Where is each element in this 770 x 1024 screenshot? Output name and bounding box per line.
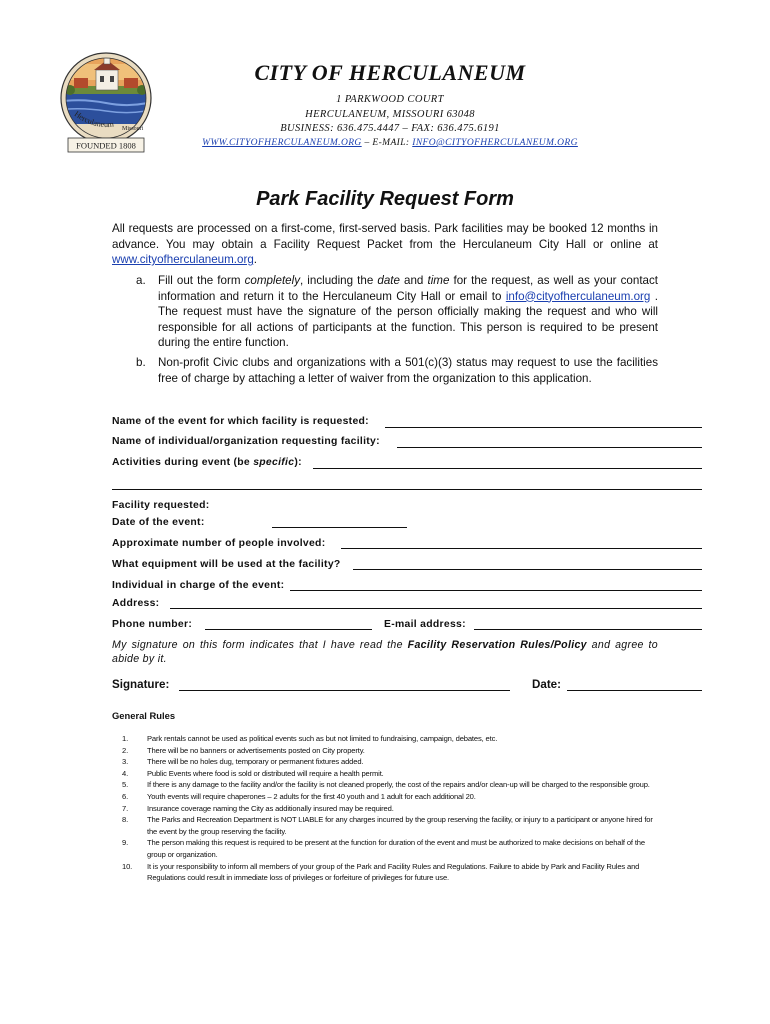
signature-statement: [112, 638, 658, 666]
rule-number: 5.: [122, 780, 129, 790]
event-name-label: Name of the event for which facility is requested:: [112, 416, 369, 427]
activities-label: [112, 457, 302, 468]
text-run: and: [399, 274, 428, 287]
text-run: ):: [294, 457, 302, 468]
seal-arc-text: Herculaneum: [72, 109, 115, 130]
email-address-label: E-mail address:: [384, 619, 466, 630]
text-run: . The request must have the signature of the person officially making the request and who will responsible for all actions of participants at the function. This person is required to be present during the entire function.: [158, 289, 658, 349]
seal-side-text: Missouri: [122, 126, 144, 132]
phone-line[interactable]: [205, 629, 372, 630]
signature-label: Signature:: [112, 678, 170, 691]
rule-item: [112, 861, 660, 884]
rule-item: [112, 756, 660, 768]
rule-item: [112, 733, 660, 745]
rule-text: The Parks and Recreation Department is NOT LIABLE for any charges incurred by the group reserving the facility, or injury to a participant or anyone hired for the event by the group reserving the facility.: [147, 815, 653, 836]
form-title: Park Facility Request Form: [256, 188, 514, 210]
rule-text: Public Events where food is sold or distributed will require a health permit.: [147, 768, 384, 778]
text-run: , including the: [300, 274, 378, 287]
equipment-label: What equipment will be used at the facility?: [112, 559, 341, 570]
rule-item: [112, 803, 660, 815]
rule-text: Youth events will require chaperones – 2 adults for the first 40 youth and 1 adult for each additional 20.: [147, 791, 476, 801]
email-separator: – E-MAIL:: [361, 138, 413, 148]
in-charge-line[interactable]: [290, 590, 702, 591]
email-address-line[interactable]: [474, 629, 702, 630]
rules-list: [112, 733, 660, 884]
rule-text: There will be no banners or advertisements posted on City property.: [147, 745, 365, 755]
emphasis: specific: [253, 457, 295, 468]
instruction-a-text: [158, 273, 658, 351]
signature-date-label: Date:: [532, 678, 561, 691]
text-run: Fill out the form: [158, 274, 245, 287]
rule-item: [112, 745, 660, 757]
org-name: CITY OF HERCULANEUM: [254, 60, 526, 85]
equipment-line[interactable]: [353, 569, 702, 570]
text-run: for the request, as well as your contact information and return it to the Herculaneum City Hall or email to: [158, 274, 659, 303]
rule-number: 1.: [122, 734, 129, 743]
rule-number: 2.: [122, 745, 129, 755]
rules-heading: General Rules: [112, 710, 176, 721]
activities-line-2[interactable]: [112, 489, 702, 490]
signature-date-line[interactable]: [567, 690, 702, 691]
email-link[interactable]: INFO@CITYOFHERCULANEUM.ORG: [412, 138, 578, 148]
emphasis: completely: [244, 274, 300, 287]
rule-item: [112, 791, 660, 803]
signature-line[interactable]: [179, 690, 510, 691]
requester-label: Name of individual/organization requesting facility:: [112, 436, 380, 447]
intro-website-link[interactable]: www.cityofherculaneum.org: [112, 253, 254, 266]
rule-number: 8.: [122, 815, 129, 825]
rule-number: 7.: [122, 803, 129, 813]
text-run: and agree to abide by it.: [112, 639, 658, 665]
phone-fax: BUSINESS: 636.475.4447 – FAX: 636.475.6191: [280, 123, 500, 134]
seal-founded-text: FOUNDED 1808: [76, 140, 136, 151]
intro-end: .: [253, 253, 257, 266]
policy-reference: Facility Reservation Rules/Policy: [407, 639, 587, 651]
date-label: Date of the event:: [112, 517, 205, 528]
rule-item: [112, 779, 660, 791]
event-name-line[interactable]: [385, 427, 702, 428]
rule-text: It is your responsibility to inform all members of your group of the Park and Facility Rules and Regulations. Failure to abide by Park and Facility Rules and Regulations could result in immediate loss of privileges or forfeiture of privileges for future use.: [147, 861, 640, 883]
intro-paragraph: [112, 221, 658, 268]
facility-label: Facility requested:: [112, 500, 210, 511]
address-label: Address:: [112, 598, 160, 609]
text-run: Activities during event (be: [112, 457, 254, 468]
website-link[interactable]: WWW.CITYOFHERCULANEUM.ORG: [202, 138, 362, 148]
instruction-b-label: b.: [136, 356, 146, 369]
activities-line-1[interactable]: [313, 468, 702, 469]
requester-line[interactable]: [397, 447, 702, 448]
emphasis: time: [427, 274, 450, 287]
phone-label: Phone number:: [112, 619, 193, 630]
people-label: Approximate number of people involved:: [112, 538, 326, 549]
rule-item: [112, 768, 660, 780]
street-address: 1 PARKWOOD COURT: [336, 94, 444, 105]
rule-number: 6.: [122, 791, 129, 801]
instruction-b-text: Non-profit Civic clubs and organizations with a 501(c)(3) status may request to use the facilities free of charge by attaching a letter of waiver from the organization to this application.: [158, 356, 658, 385]
rule-number: 9.: [122, 838, 129, 848]
city-state-zip: HERCULANEUM, MISSOURI 63048: [305, 109, 475, 120]
rule-number: 4.: [122, 768, 129, 778]
contact-line: [170, 138, 610, 148]
text-run: My signature on this form indicates that I have read the: [112, 639, 408, 651]
rule-text: There will be no holes dug, temporary or permanent fixtures added.: [147, 757, 364, 767]
rule-text: If there is any damage to the facility and/or the facility is not cleaned properly, the cost of the repairs and/or clean-up will be charged to the responsible group.: [147, 780, 650, 790]
address-line[interactable]: [170, 608, 702, 609]
rule-text: Insurance coverage naming the City as additionally insured may be required.: [147, 803, 394, 813]
rule-text: The person making this request is required to be present at the function for duration of the event and must be authorized to make decisions on behalf of the group or organization.: [147, 838, 645, 859]
instruction-email-link[interactable]: info@cityofherculaneum.org: [505, 289, 651, 303]
intro-text: All requests are processed on a first-come, first-served basis. Park facilities may be booked 12 months in advance. You may obtain a Facility Request Packet from the Herculaneum City Hall or online at: [112, 222, 658, 251]
in-charge-label: Individual in charge of the event:: [112, 580, 285, 591]
rule-number: 10.: [122, 861, 133, 871]
rule-text: Park rentals cannot be used as political events such as but not limited to fundraising, campaign, debates, etc.: [147, 734, 498, 743]
emphasis: date: [377, 274, 400, 287]
date-line[interactable]: [272, 527, 407, 528]
rule-item: [112, 837, 660, 860]
instruction-a-label: a.: [136, 274, 146, 287]
people-line[interactable]: [341, 548, 702, 549]
city-seal-logo: [56, 50, 156, 158]
rule-number: 3.: [122, 757, 129, 767]
rule-item: [112, 814, 660, 837]
